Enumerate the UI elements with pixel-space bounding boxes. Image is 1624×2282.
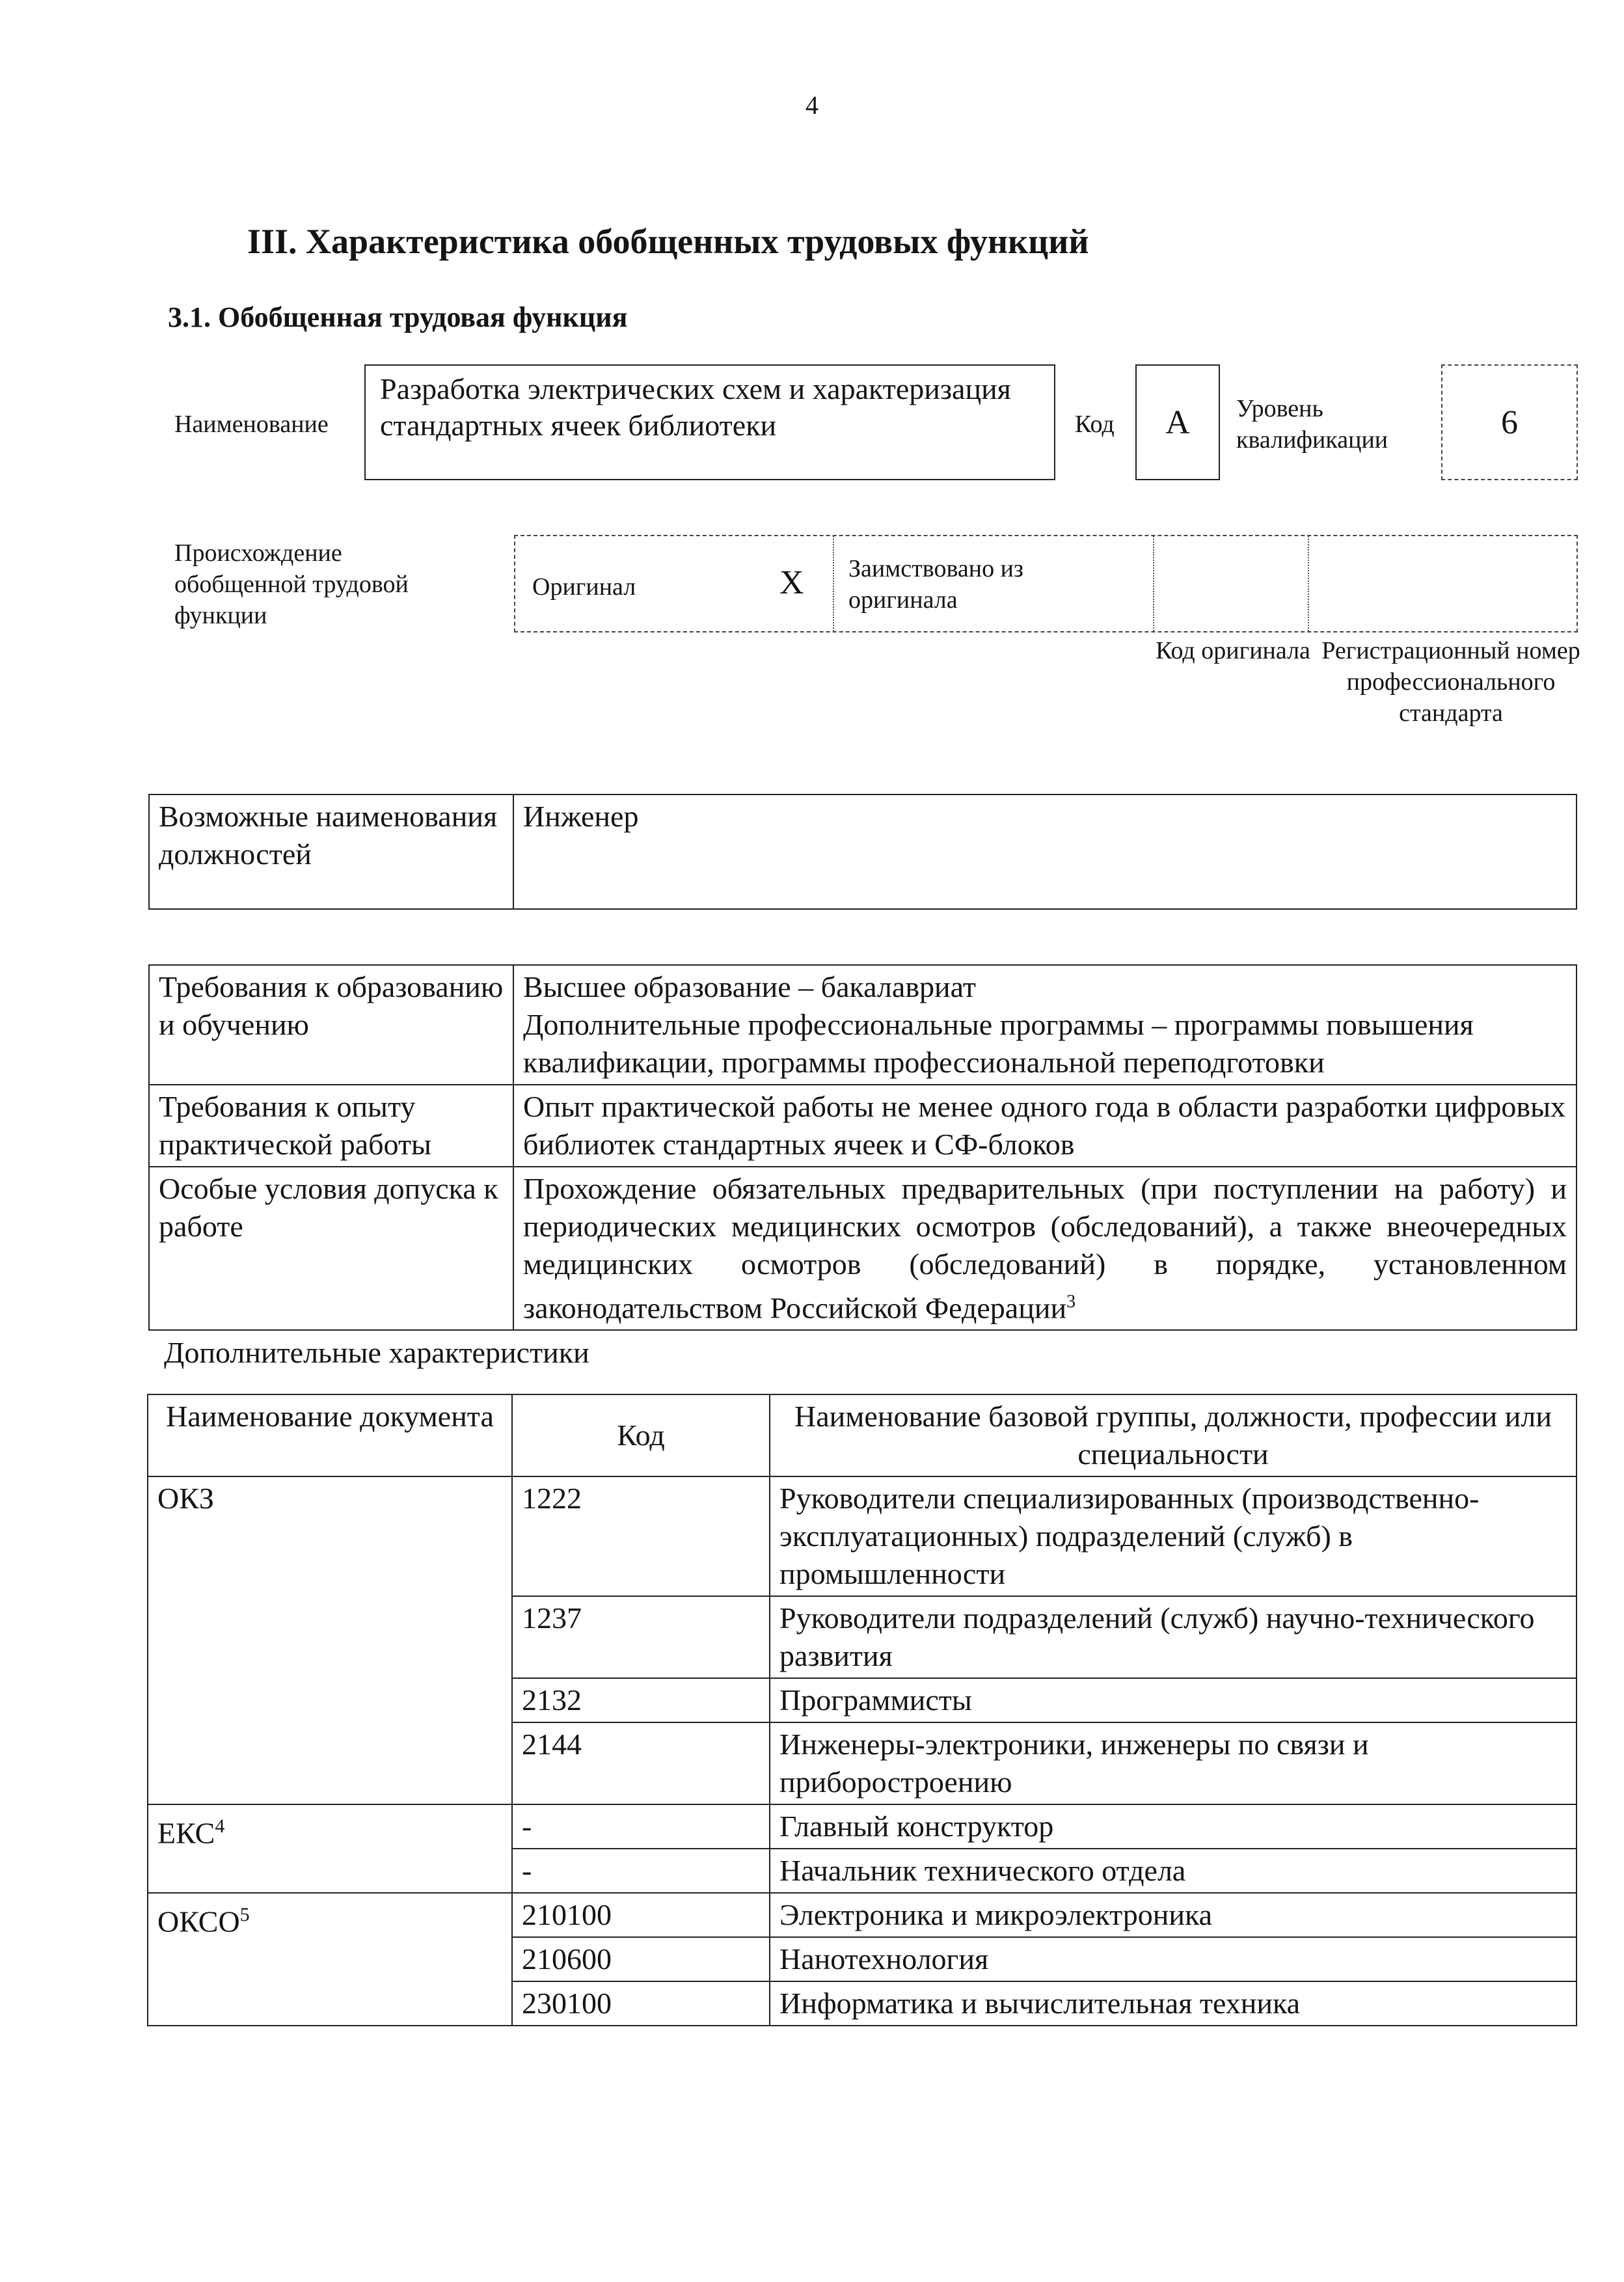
positions-label: Возможные наименования должностей xyxy=(149,795,513,909)
function-code-box: A xyxy=(1135,364,1220,480)
code-cell: 2132 xyxy=(512,1678,770,1722)
header-name: Наименование базовой группы, должности, профессии или специальности xyxy=(770,1394,1577,1476)
table-row xyxy=(149,795,1577,909)
doc-cell xyxy=(148,1893,512,2026)
doc-cell xyxy=(148,1804,512,1893)
origin-label: Происхождение обобщенной трудовой функции xyxy=(174,539,409,629)
header-doc: Наименование документа xyxy=(148,1394,512,1476)
level-box: 6 xyxy=(1441,364,1578,480)
name-cell: Электроника и микроэлектроника xyxy=(770,1893,1577,1937)
code-cell: 1222 xyxy=(512,1476,770,1596)
additional-table xyxy=(147,1394,1577,2026)
code-cell: 210100 xyxy=(512,1893,770,1937)
doc-name: ОКСО xyxy=(157,1905,240,1938)
additional-title: Дополнительные характеристики xyxy=(164,1336,589,1369)
table-row xyxy=(148,1804,1577,1849)
positions-table xyxy=(148,794,1577,910)
table-row xyxy=(149,1167,1577,1330)
code-cell: 1237 xyxy=(512,1596,770,1678)
header-row xyxy=(148,1394,1577,1476)
sub-title: 3.1. Обобщенная трудовая функция xyxy=(168,301,628,333)
requirements-table xyxy=(148,964,1577,1331)
borrowed-label: Заимствовано из оригинала xyxy=(848,555,1023,614)
origin-divider xyxy=(1153,536,1154,631)
level-label: Уровень квалификации xyxy=(1236,395,1388,454)
table-row xyxy=(149,1085,1577,1167)
code-cell: 210600 xyxy=(512,1937,770,1981)
education-value: Высшее образование – бакалавриат Дополнительные профессиональные программы – программы повышения квалификации, программы профессиональной переподготовки xyxy=(513,965,1577,1085)
experience-label: Требования к опыту практической работы xyxy=(149,1085,513,1167)
name-cell: Программисты xyxy=(770,1678,1577,1722)
doc-footnote: 5 xyxy=(239,1904,250,1925)
code-original-caption: Код оригинала xyxy=(1156,637,1310,664)
education-label: Требования к образованию и обучению xyxy=(149,965,513,1085)
doc-cell xyxy=(148,1476,512,1804)
special-conditions-cell xyxy=(513,1167,1577,1330)
original-label: Оригинал xyxy=(532,573,636,601)
name-cell: Руководители подразделений (служб) научно-технического развития xyxy=(770,1596,1577,1678)
table-row xyxy=(149,965,1577,1085)
name-label: Наименование xyxy=(174,411,329,438)
origin-divider xyxy=(1308,536,1309,631)
special-conditions-value: Прохождение обязательных предварительных (при поступлении на работу) и периодических медицинских осмотров (обследований), а также внеочередных медицинских осмотров (обследований) в порядке, установленном законодательством Российской Федерации xyxy=(523,1172,1567,1325)
reg-number-caption: Регистрационный номер профессионального стандарта xyxy=(1321,637,1580,727)
code-cell: 230100 xyxy=(512,1981,770,2026)
table-row xyxy=(148,1893,1577,1937)
origin-divider xyxy=(833,536,834,631)
table-row xyxy=(148,1476,1577,1596)
code-label: Код xyxy=(1075,411,1115,438)
page-number: 4 xyxy=(805,90,819,120)
section-title: III. Характеристика обобщенных трудовых функций xyxy=(247,222,1089,261)
positions-value: Инженер xyxy=(513,795,1577,909)
header-code: Код xyxy=(512,1394,770,1476)
doc-name: ОКЗ xyxy=(157,1482,214,1515)
name-cell: Руководители специализированных (производственно-эксплуатационных) подразделений (служб) в промышленности xyxy=(770,1476,1577,1596)
name-cell: Информатика и вычислительная техника xyxy=(770,1981,1577,2026)
function-name-box: Разработка электрических схем и характеризация стандартных ячеек библиотеки xyxy=(364,364,1055,480)
code-cell: - xyxy=(512,1849,770,1893)
doc-name: ЕКС xyxy=(157,1816,215,1850)
doc-footnote: 4 xyxy=(215,1815,225,1837)
name-cell: Начальник технического отдела xyxy=(770,1849,1577,1893)
code-cell: 2144 xyxy=(512,1722,770,1804)
name-cell: Нанотехнология xyxy=(770,1937,1577,1981)
original-mark: X xyxy=(779,564,804,601)
experience-value: Опыт практической работы не менее одного года в области разработки цифровых библиотек стандартных ячеек и СФ-блоков xyxy=(513,1085,1577,1167)
name-cell: Главный конструктор xyxy=(770,1804,1577,1849)
name-cell: Инженеры-электроники, инженеры по связи и приборостроению xyxy=(770,1722,1577,1804)
special-conditions-label: Особые условия допуска к работе xyxy=(149,1167,513,1330)
footnote-mark: 3 xyxy=(1066,1292,1076,1312)
code-cell: - xyxy=(512,1804,770,1849)
